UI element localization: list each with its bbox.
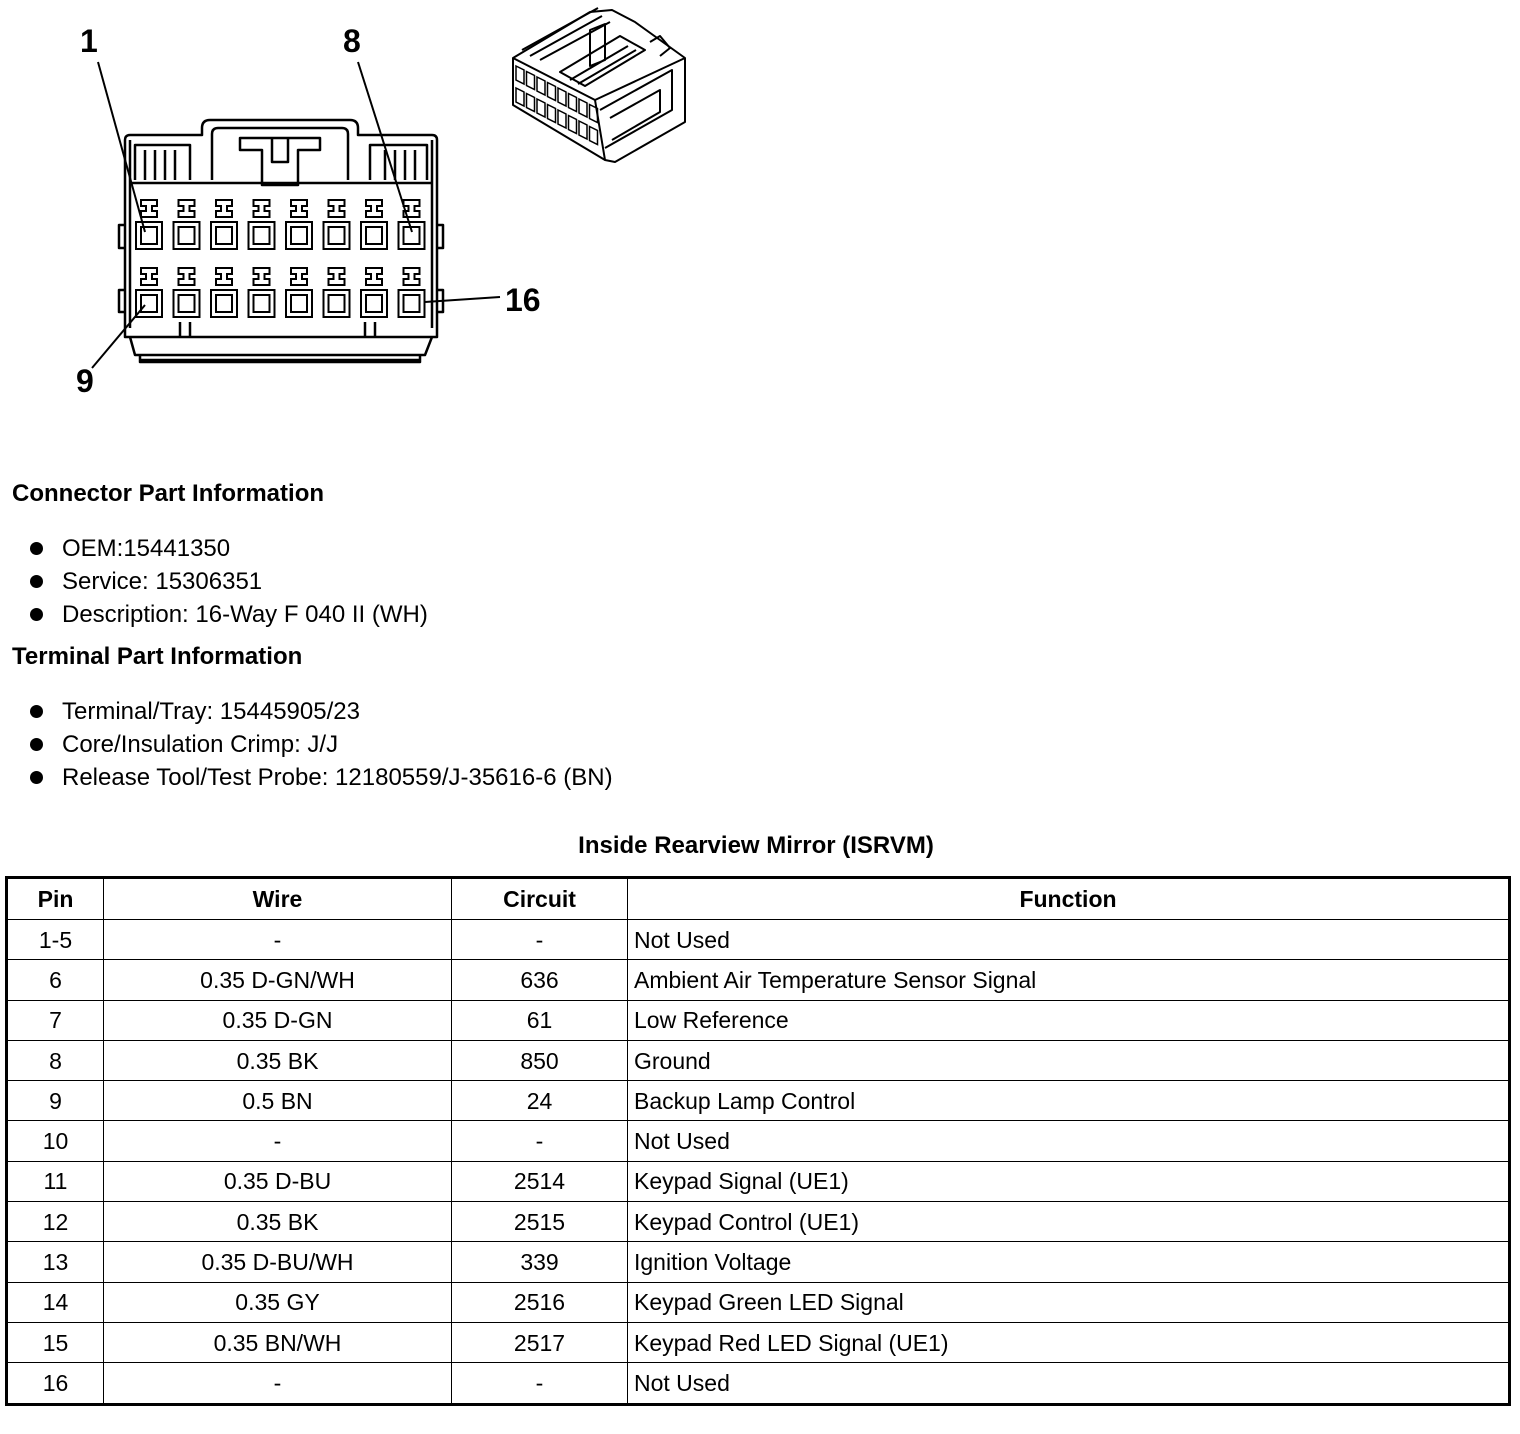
list-item — [12, 532, 912, 565]
cell-circuit: 2515 — [452, 1202, 628, 1242]
cell-circuit: 850 — [452, 1040, 628, 1080]
pin-cavity-14 — [324, 268, 350, 317]
bullet-icon — [30, 542, 43, 555]
pin-cavity-10 — [174, 268, 200, 317]
connector-info-list — [12, 532, 912, 631]
connector-info-heading: Connector Part Information — [12, 480, 325, 507]
cell-circuit: 339 — [452, 1242, 628, 1282]
cell-circuit: 2517 — [452, 1322, 628, 1362]
cell-wire: 0.35 GY — [104, 1282, 452, 1322]
pin-label-1: 1 — [80, 23, 98, 59]
cell-pin: 14 — [7, 1282, 104, 1322]
cell-circuit: 636 — [452, 960, 628, 1000]
pin-cavity-2 — [174, 200, 200, 249]
cell-wire: 0.35 BK — [104, 1040, 452, 1080]
table-row — [7, 1322, 1510, 1362]
pin-cavity-5 — [286, 200, 312, 249]
bullet-icon — [30, 738, 43, 751]
cell-circuit: - — [452, 1363, 628, 1404]
cell-function: Ignition Voltage — [628, 1242, 1510, 1282]
iso-pin-cavity — [548, 105, 556, 123]
iso-pin-cavity — [579, 121, 587, 139]
connector-service: Service: 15306351 — [62, 568, 263, 595]
cell-pin: 15 — [7, 1322, 104, 1362]
table-row — [7, 1282, 1510, 1322]
cell-pin: 8 — [7, 1040, 104, 1080]
iso-pin-cavity — [579, 99, 587, 117]
cell-circuit: 24 — [452, 1081, 628, 1121]
pin-cavity-4 — [249, 200, 275, 249]
terminal-tray: Terminal/Tray: 15445905/23 — [62, 698, 360, 725]
cell-function: Keypad Green LED Signal — [628, 1282, 1510, 1322]
connector-oem: OEM:15441350 — [62, 535, 231, 562]
terminal-part-info — [12, 642, 912, 794]
iso-pin-cavity — [527, 94, 535, 112]
header-wire: Wire — [104, 878, 452, 920]
pin-cavity-6 — [324, 200, 350, 249]
pin-cavity-11 — [211, 268, 237, 317]
pin-cavity-12 — [249, 268, 275, 317]
table-title: Inside Rearview Mirror (ISRVM) — [578, 832, 934, 859]
cell-pin: 1-5 — [7, 920, 104, 960]
terminal-crimp: Core/Insulation Crimp: J/J — [62, 731, 339, 758]
cell-function: Not Used — [628, 1121, 1510, 1161]
pin-cavity-15 — [361, 268, 387, 317]
connector-description: Description: 16-Way F 040 II (WH) — [62, 601, 428, 628]
connector-3d-icon — [513, 8, 685, 162]
list-item — [12, 728, 912, 761]
iso-pin-cavity — [527, 72, 535, 90]
pin-cavity-13 — [286, 268, 312, 317]
table-header-row — [7, 878, 1510, 920]
pin-cavity-7 — [361, 200, 387, 249]
cell-pin: 9 — [7, 1081, 104, 1121]
iso-pin-cavity — [537, 77, 545, 95]
list-item — [12, 598, 912, 631]
list-item — [12, 761, 912, 794]
cell-wire: 0.35 BK — [104, 1202, 452, 1242]
iso-pin-cavity — [569, 116, 577, 134]
pin-cells — [136, 200, 425, 317]
cell-wire: 0.35 D-BU — [104, 1161, 452, 1201]
cell-wire: 0.35 BN/WH — [104, 1322, 452, 1362]
table-row — [7, 1040, 1510, 1080]
cell-pin: 12 — [7, 1202, 104, 1242]
terminal-release-tool: Release Tool/Test Probe: 12180559/J-35616-6 (BN) — [62, 764, 613, 791]
table-row — [7, 1081, 1510, 1121]
terminal-info-list — [12, 695, 912, 794]
cell-pin: 6 — [7, 960, 104, 1000]
connector-3d-pin-grid — [516, 66, 598, 145]
pin-label-16: 16 — [505, 282, 541, 318]
table-row — [7, 1161, 1510, 1201]
cell-pin: 11 — [7, 1161, 104, 1201]
terminal-info-heading: Terminal Part Information — [12, 643, 303, 670]
cell-wire: - — [104, 1363, 452, 1404]
connector-body — [125, 120, 437, 337]
pin-label-8: 8 — [343, 23, 361, 59]
cell-wire: - — [104, 1121, 452, 1161]
leader-pin-1 — [98, 62, 145, 232]
header-pin: Pin — [7, 878, 104, 920]
iso-pin-cavity — [516, 88, 524, 106]
cell-pin: 16 — [7, 1363, 104, 1404]
iso-pin-cavity — [516, 66, 524, 84]
pin-label-9: 9 — [76, 363, 94, 399]
cell-wire: 0.5 BN — [104, 1081, 452, 1121]
table-row — [7, 1363, 1510, 1404]
header-function: Function — [628, 878, 1510, 920]
table-row — [7, 1000, 1510, 1040]
cell-pin: 7 — [7, 1000, 104, 1040]
cell-circuit: - — [452, 1121, 628, 1161]
cell-pin: 13 — [7, 1242, 104, 1282]
cell-wire: 0.35 D-GN — [104, 1000, 452, 1040]
cell-function: Not Used — [628, 920, 1510, 960]
cell-pin: 10 — [7, 1121, 104, 1161]
cell-function: Ground — [628, 1040, 1510, 1080]
table-row — [7, 1202, 1510, 1242]
pin-cavity-3 — [211, 200, 237, 249]
list-item — [12, 695, 912, 728]
bullet-icon — [30, 705, 43, 718]
table-row — [7, 960, 1510, 1000]
iso-pin-cavity — [590, 127, 598, 145]
pin-cavity-8 — [399, 200, 425, 249]
connector-part-info — [12, 479, 912, 631]
pinout-table — [5, 876, 1511, 1406]
bullet-icon — [30, 771, 43, 784]
cell-wire: 0.35 D-GN/WH — [104, 960, 452, 1000]
cell-function: Keypad Control (UE1) — [628, 1202, 1510, 1242]
cell-circuit: 61 — [452, 1000, 628, 1040]
pin-cavity-16 — [399, 268, 425, 317]
bullet-icon — [30, 575, 43, 588]
cell-function: Keypad Red LED Signal (UE1) — [628, 1322, 1510, 1362]
cell-function: Low Reference — [628, 1000, 1510, 1040]
header-circuit: Circuit — [452, 878, 628, 920]
cell-function: Keypad Signal (UE1) — [628, 1161, 1510, 1201]
connector-diagram — [0, 0, 760, 420]
cell-function: Not Used — [628, 1363, 1510, 1404]
cell-wire: - — [104, 920, 452, 960]
iso-pin-cavity — [548, 83, 556, 101]
cell-circuit: 2516 — [452, 1282, 628, 1322]
cell-circuit: 2514 — [452, 1161, 628, 1201]
cell-function: Ambient Air Temperature Sensor Signal — [628, 960, 1510, 1000]
cell-wire: 0.35 D-BU/WH — [104, 1242, 452, 1282]
cell-function: Backup Lamp Control — [628, 1081, 1510, 1121]
iso-pin-cavity — [569, 94, 577, 112]
table-row — [7, 1242, 1510, 1282]
iso-pin-cavity — [558, 110, 566, 128]
bullet-icon — [30, 608, 43, 621]
table-row — [7, 920, 1510, 960]
iso-pin-cavity — [558, 88, 566, 106]
cell-circuit: - — [452, 920, 628, 960]
iso-pin-cavity — [537, 99, 545, 117]
table-row — [7, 1121, 1510, 1161]
list-item — [12, 565, 912, 598]
pin-cavity-1 — [136, 200, 162, 249]
